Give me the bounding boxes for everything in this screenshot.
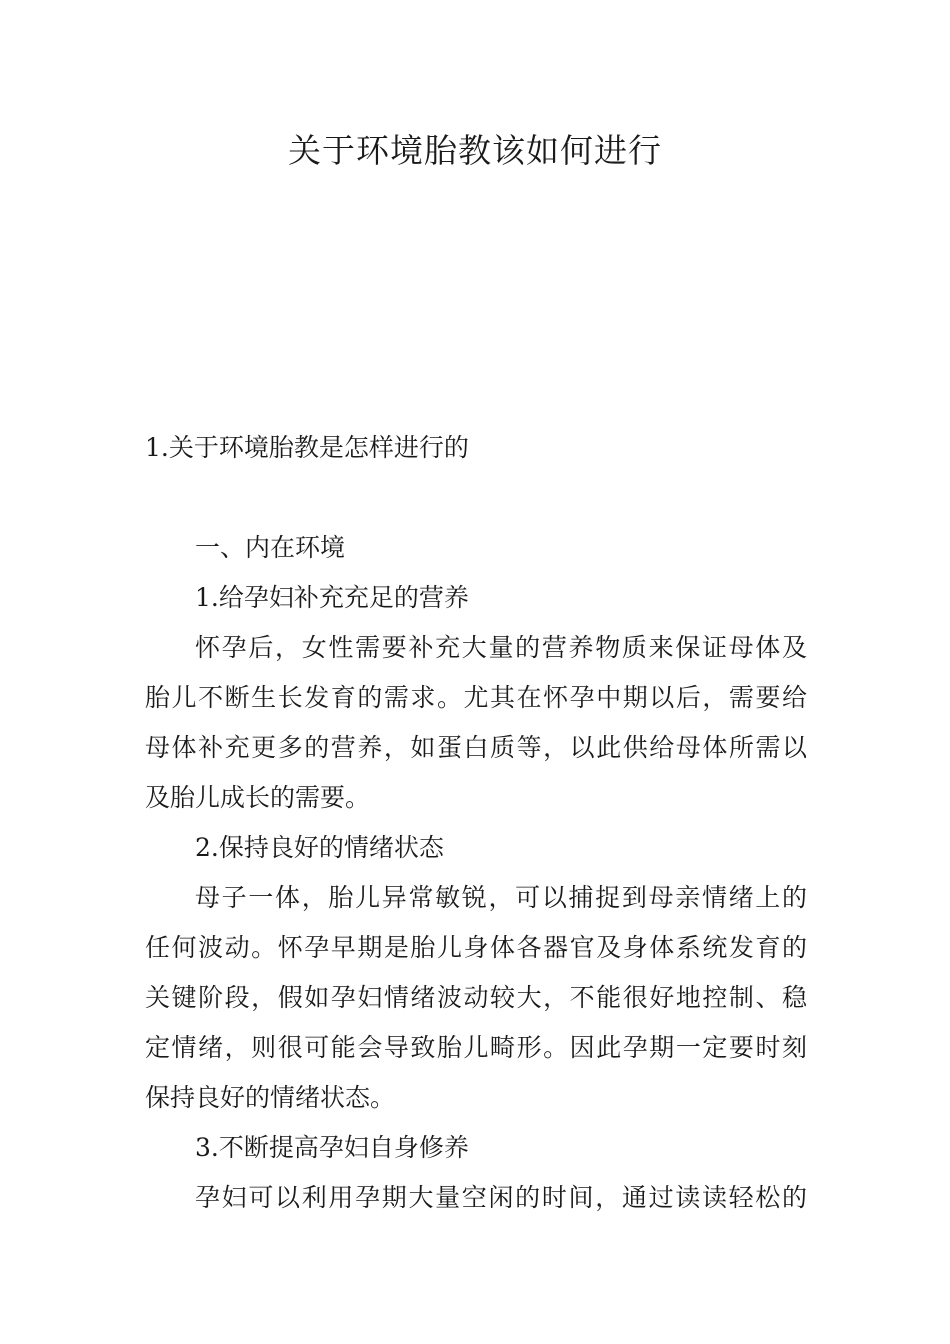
subsection-heading: 一、内在环境 xyxy=(195,533,346,562)
paragraph-line: 及胎儿成长的需要。 xyxy=(145,783,371,812)
paragraph-line: 关键阶段，假如孕妇情绪波动较大，不能很好地控制、稳 xyxy=(145,983,807,1012)
paragraph-line: 胎儿不断生长发育的需求。尤其在怀孕中期以后，需要给 xyxy=(145,683,807,712)
item-heading: 3.不断提高孕妇自身修养 xyxy=(195,1133,469,1162)
paragraph-line: 母体补充更多的营养，如蛋白质等，以此供给母体所需以 xyxy=(145,733,807,762)
paragraph-line: 保持良好的情绪状态。 xyxy=(145,1083,396,1112)
paragraph-line: 孕妇可以利用孕期大量空闲的时间，通过读读轻松的 xyxy=(195,1183,807,1212)
document-title: 关于环境胎教该如何进行 xyxy=(288,131,662,170)
paragraph-line: 定情绪，则很可能会导致胎儿畸形。因此孕期一定要时刻 xyxy=(145,1033,807,1062)
section-heading: 1.关于环境胎教是怎样进行的 xyxy=(145,433,469,462)
paragraph-line: 任何波动。怀孕早期是胎儿身体各器官及身体系统发育的 xyxy=(145,933,807,962)
item-heading: 1.给孕妇补充充足的营养 xyxy=(195,583,469,612)
paragraph-line: 母子一体，胎儿异常敏锐，可以捕捉到母亲情绪上的 xyxy=(195,883,807,912)
item-heading: 2.保持良好的情绪状态 xyxy=(195,833,444,862)
paragraph-line: 怀孕后，女性需要补充大量的营养物质来保证母体及 xyxy=(195,633,807,662)
